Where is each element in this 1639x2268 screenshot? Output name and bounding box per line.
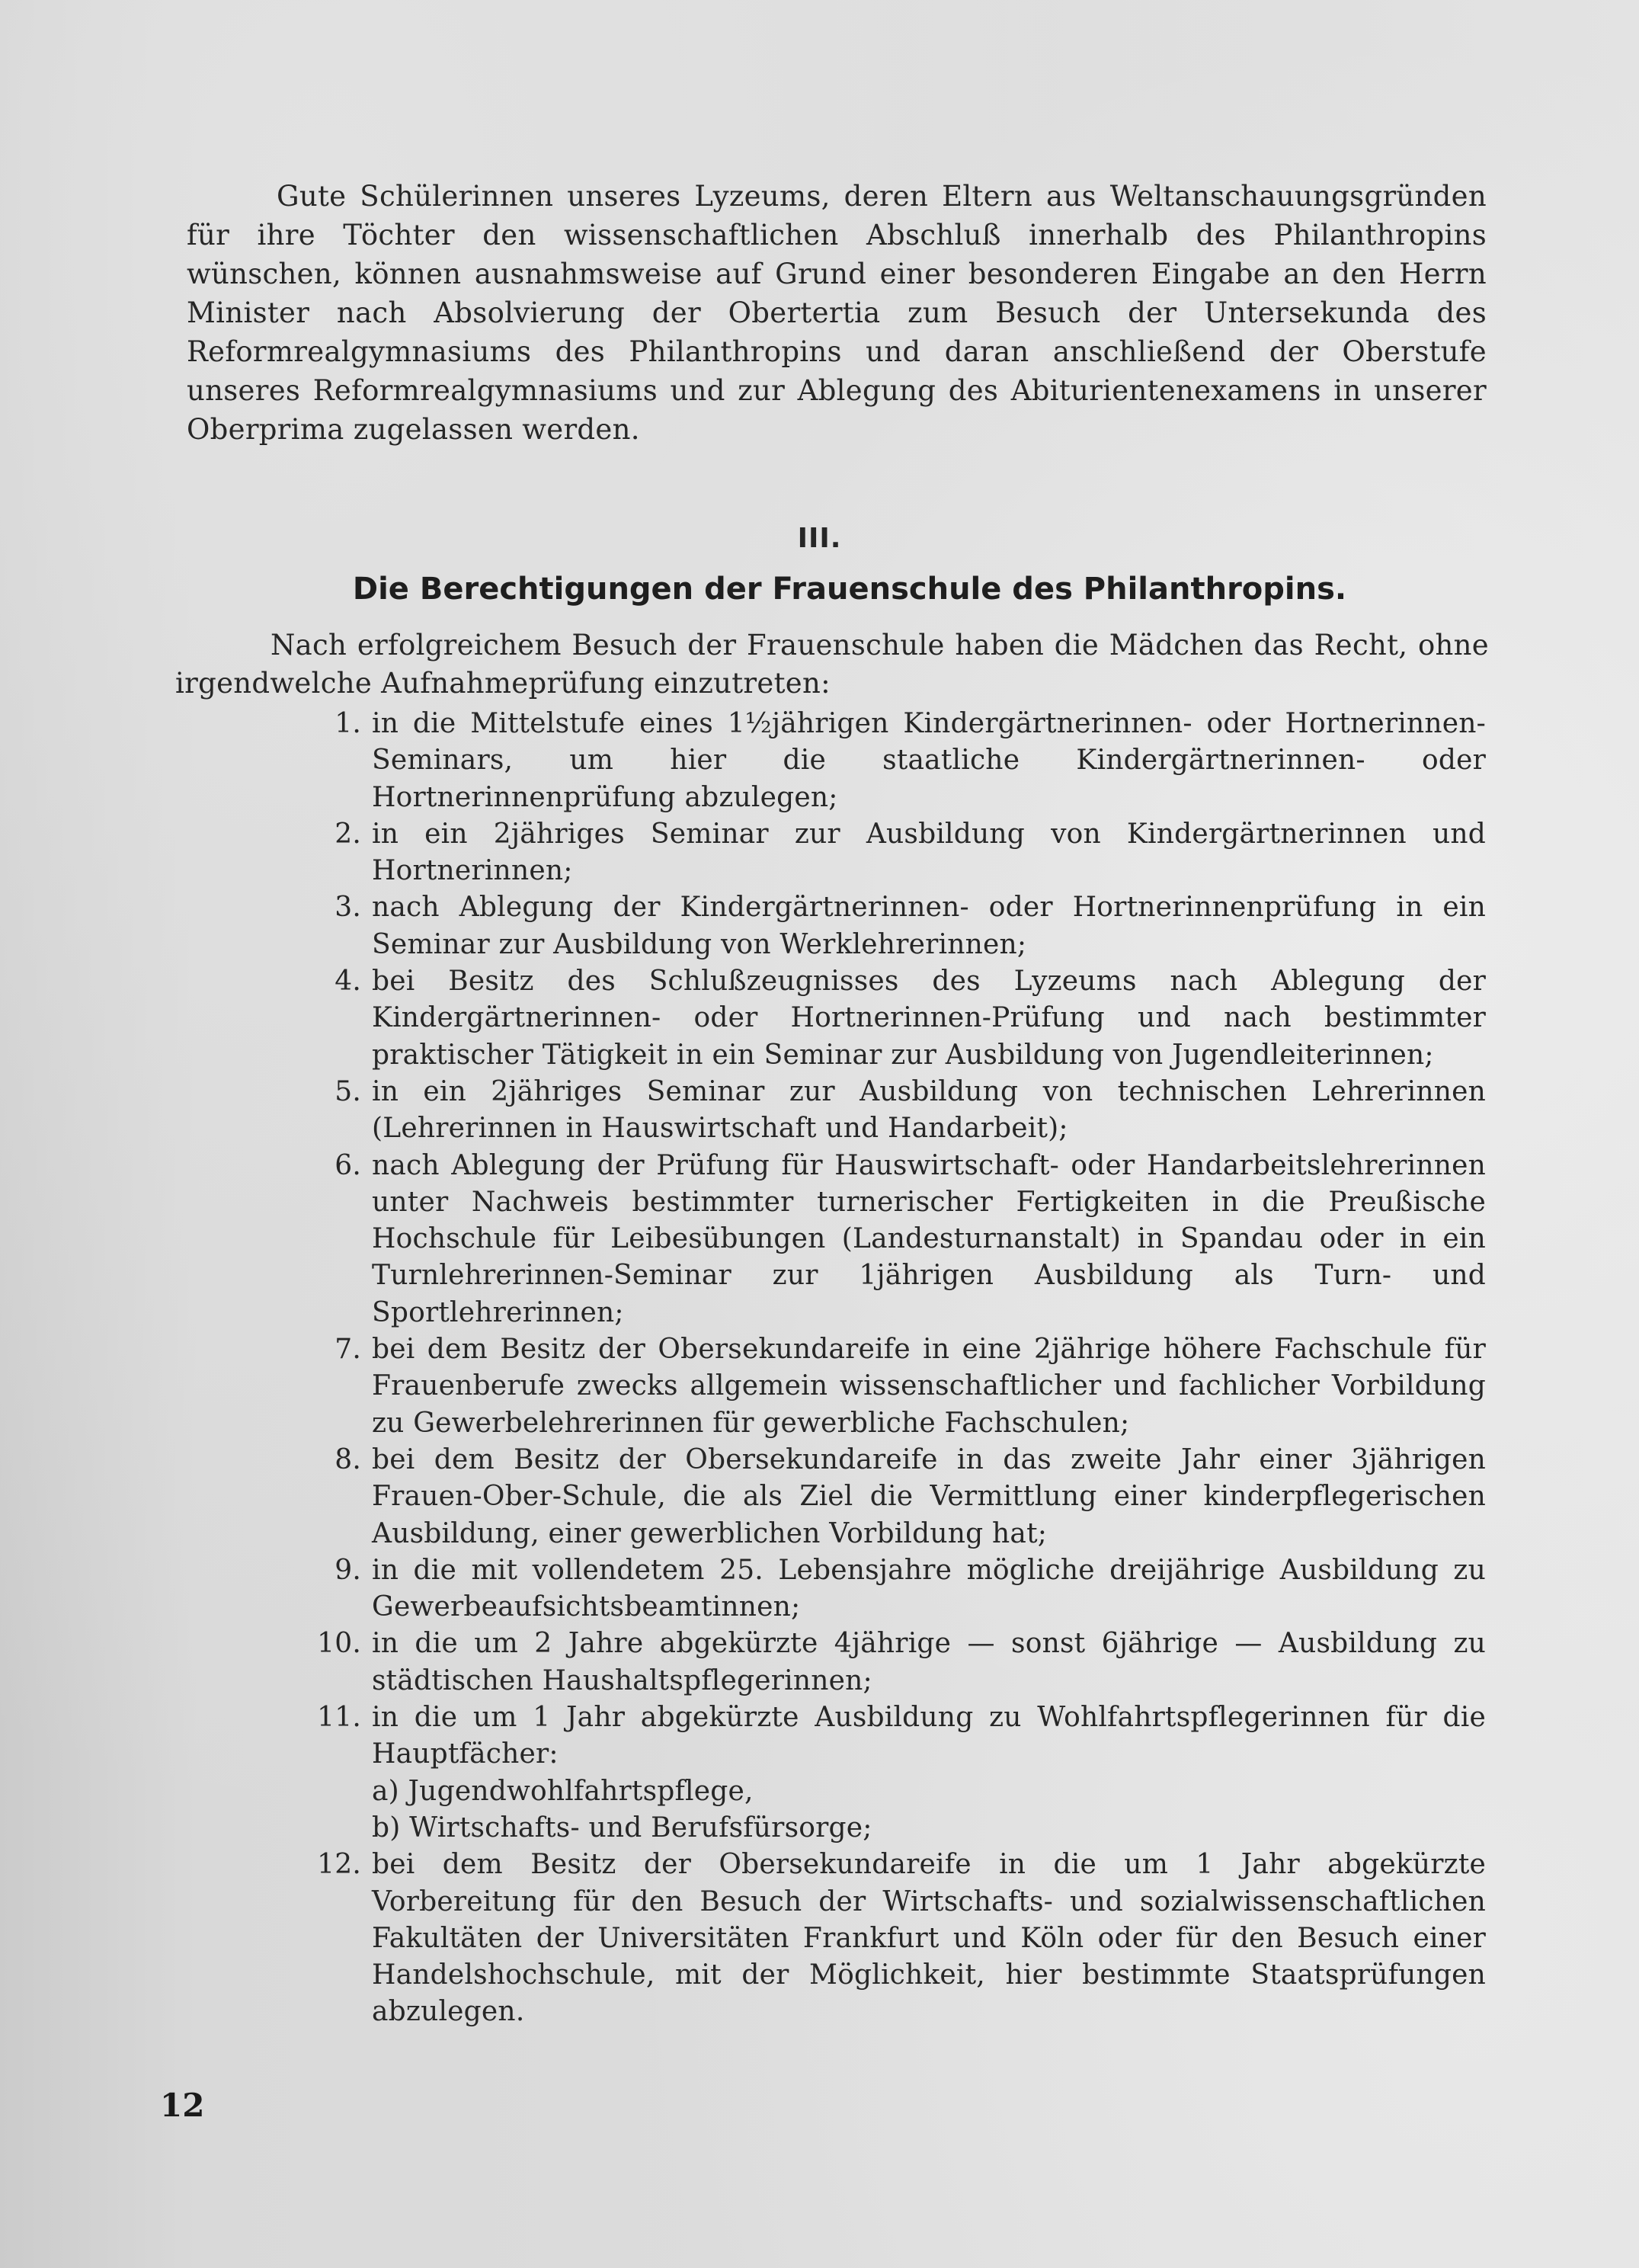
list-item-text: in die Mittelstufe eines 1½jährigen Kindergärtnerinnen- oder Hortnerinnen-Seminars, um hier die staatliche Kindergärtnerinnen- oder Hortnerinnenprüfung abzulegen; (372, 708, 1486, 813)
list-item (308, 1074, 1486, 1148)
list-item-number: 1. (335, 708, 361, 739)
list-item (308, 1148, 1486, 1331)
list-item-number: 2. (335, 818, 361, 850)
list-item-text: in die um 2 Jahre abgekürzte 4jährige — sonst 6jährige — Ausbildung zu städtischen Haushaltspflegerinnen; (372, 1628, 1486, 1696)
list-item-text: nach Ablegung der Kindergärtnerinnen- oder Hortnerinnenprüfung in ein Seminar zur Ausbildung von Werklehrerinnen; (372, 892, 1486, 960)
list-item-text: in die um 1 Jahr abgekürzte Ausbildung zu Wohlfahrtspflegerinnen für die Hauptfächer: (372, 1702, 1486, 1770)
list-item-number: 9. (335, 1554, 361, 1586)
list-item-text: bei dem Besitz der Obersekundareife in das zweite Jahr einer 3jährigen Frauen-Ober-Schule, die als Ziel die Vermittlung einer kinderpflegerischen Ausbildung, einer gewerblichen Vorbildung hat; (372, 1443, 1486, 1549)
list-item-text: in ein 2jähriges Seminar zur Ausbildung von Kindergärtnerinnen und Hortnerinnen; (372, 818, 1486, 887)
page-number: 12 (160, 2087, 205, 2124)
list-item-text: in die mit vollendetem 25. Lebensjahre mögliche dreijährige Ausbildung zu Gewerbeaufsichtsbeamtinnen; (372, 1554, 1486, 1623)
list-item (308, 706, 1486, 816)
list-item (308, 1847, 1486, 2030)
list-item (308, 1699, 1486, 1847)
list-item-number: 8. (335, 1443, 361, 1475)
list-item (308, 1331, 1486, 1442)
intro-paragraph: Gute Schülerinnen unseres Lyzeums, deren Eltern aus Weltanschauungsgründen für ihre Töchter den wissenschaftlichen Abschluß innerhalb des Philanthropins wünschen, können ausnahmsweise auf Grund einer besonderen Eingabe an den Herrn Minister nach Absolvierung der Obertertia zum Besuch der Untersekunda des Reformrealgymnasiums des Philanthropins und daran anschließend der Oberstufe unseres Reformrealgymnasiums und zur Ablegung des Abiturientenexamens in unserer Oberprima zugelassen werden. (187, 180, 1487, 446)
list-item-text: in ein 2jähriges Seminar zur Ausbildung von technischen Lehrerinnen (Lehrerinnen in Hauswirtschaft und Handarbeit); (372, 1075, 1486, 1145)
entitlements-list (308, 706, 1486, 2031)
list-item-text: nach Ablegung der Prüfung für Hauswirtschaft- oder Handarbeitslehrerinnen unter Nachweis bestimmter turnerischer Fertigkeiten in die Preußische Hochschule für Leibesübungen (Landesturnanstalt) in Spandau oder in ein Turnlehrerinnen-Seminar zur 1jährigen Ausbildung als Turn- und Sportlehrerinnen; (372, 1149, 1486, 1328)
list-item-number: 6. (335, 1149, 361, 1181)
list-item-number: 4. (335, 966, 361, 998)
list-subitem: a) Jugendwohlfahrtspflege, (372, 1775, 754, 1807)
list-item-number: 5. (335, 1075, 361, 1107)
list-item (308, 1442, 1486, 1552)
list-item (308, 816, 1486, 890)
list-item-number: 3. (335, 892, 361, 924)
list-item-number: 12. (317, 1849, 361, 1881)
list-item (308, 1552, 1486, 1626)
list-item (308, 1626, 1486, 1699)
list-item-text: bei dem Besitz der Obersekundareife in die um 1 Jahr abgekürzte Vorbereitung für den Besuch der Wirtschafts- und sozialwissenschaftlichen Fakultäten der Universitäten Frankfurt und Köln oder für den Besuch einer Handelshochschule, mit der Möglichkeit, hier bestimmte Staatsprüfungen abzulegen. (372, 1849, 1486, 2028)
list-item-number: 7. (335, 1334, 361, 1366)
list-item (308, 963, 1486, 1074)
list-subitem: b) Wirtschafts- und Berufsfürsorge; (372, 1812, 872, 1844)
list-item-text: bei dem Besitz der Obersekundareife in eine 2jährige höhere Fachschule für Frauenberufe zwecks allgemein wissenschaftlicher und fachlicher Vorbildung zu Gewerbelehrerinnen für gewerbliche Fachschulen; (372, 1334, 1486, 1439)
list-item (308, 889, 1486, 963)
list-item-number: 11. (317, 1702, 361, 1734)
section-number: III. (797, 523, 842, 554)
section-lead-paragraph: Nach erfolgreichem Besuch der Frauenschule haben die Mädchen das Recht, ohne irgendwelche Aufnahmeprüfung einzutreten: (175, 629, 1489, 700)
list-item-number: 10. (317, 1628, 361, 1660)
section-title: Die Berechtigungen der Frauenschule des Philanthropins. (352, 572, 1347, 607)
list-item-text: bei Besitz des Schlußzeugnisses des Lyzeums nach Ablegung der Kindergärtnerinnen- oder Hortnerinnen-Prüfung und nach bestimmter praktischer Tätigkeit in ein Seminar zur Ausbildung von Jugendleiterinnen; (372, 966, 1486, 1071)
